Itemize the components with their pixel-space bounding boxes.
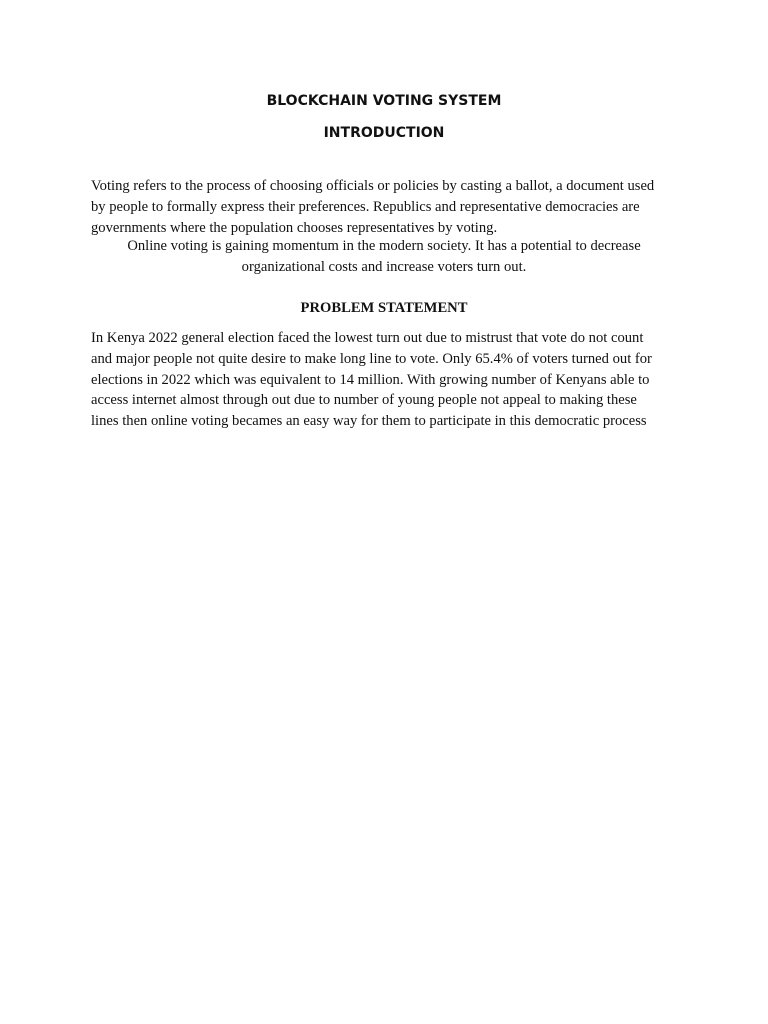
paragraph-line: governments where the population chooses representatives by voting. [91, 220, 498, 236]
paragraph-line: In Kenya 2022 general election faced the lowest turn out due to mistrust that vote do not count [91, 330, 644, 346]
paragraph-line: access internet almost through out due to number of young people not appeal to making these [91, 392, 637, 408]
problem-statement-heading: PROBLEM STATEMENT [300, 300, 468, 316]
paragraph-line: organizational costs and increase voters turn out. [241, 259, 527, 275]
paragraph-line: by people to formally express their preferences. Republics and representative democracies are [91, 199, 640, 215]
paragraph-line: Voting refers to the process of choosing officials or policies by casting a ballot, a document used [91, 178, 655, 194]
introduction-heading: INTRODUCTION [323, 125, 445, 141]
paragraph-line: Online voting is gaining momentum in the modern society. It has a potential to decrease [127, 238, 641, 254]
paragraph-line: lines then online voting becames an easy way for them to participate in this democratic process [91, 413, 647, 429]
document-title: BLOCKCHAIN VOTING SYSTEM [266, 93, 502, 109]
paragraph-line: elections in 2022 which was equivalent to 14 million. With growing number of Kenyans able to [91, 372, 650, 388]
paragraph-line: and major people not quite desire to make long line to vote. Only 65.4% of voters turned out for [91, 351, 652, 367]
